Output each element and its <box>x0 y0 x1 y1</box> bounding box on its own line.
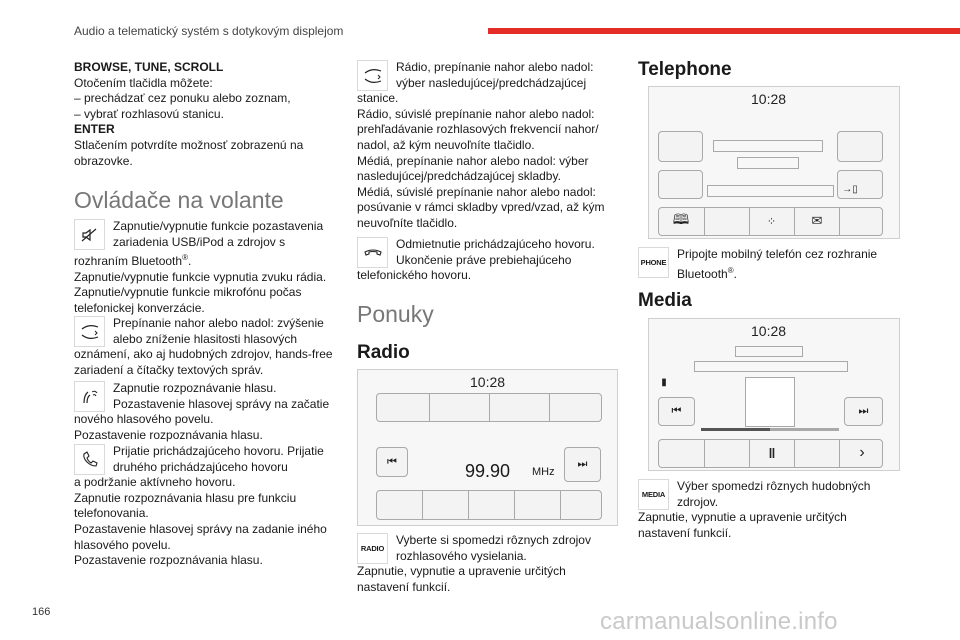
next-icon: ⏭ <box>577 458 588 470</box>
phone-text: Pozastavenie rozpoznávania hlasu. <box>74 553 263 568</box>
next-button <box>564 447 601 482</box>
mute-block <box>74 219 339 317</box>
section-title-menus: Ponuky <box>357 301 434 327</box>
media-previous-button <box>658 397 695 426</box>
phone-transfer-icon: →▯ <box>842 183 858 195</box>
browse-line: – vybrať rozhlasovú stanicu. <box>74 106 224 121</box>
previous-button <box>376 447 408 477</box>
preset-bar-bottom <box>376 490 602 520</box>
phone-tile <box>837 131 883 162</box>
volume-block <box>74 316 339 378</box>
mute-text: Zapnutie/vypnutie funkcie mikrofónu počas telefonickej konverzácie. <box>74 285 302 315</box>
radio-heading: Radio <box>357 342 410 363</box>
chevron-right-icon: › <box>859 444 865 461</box>
mute-text: Zapnutie/vypnutie funkcie pozastavenia zariadenia USB/iPod a zdrojov s <box>113 219 324 249</box>
volume-text: Prepínanie nahor alebo nadol: zvýšenie alebo zníženie hlasitosti hlasových <box>113 316 324 346</box>
phone-desc-block <box>638 247 888 282</box>
voice-text: Zapnutie rozpoznávanie hlasu. Pozastavenie hlasovej správy na začatie <box>113 381 330 411</box>
seek-text: stanice. <box>357 91 399 106</box>
radio-screen-illustration <box>357 369 618 526</box>
radio-desc: Zapnutie, vypnutie a upravenie určitých nastavení funkcií. <box>357 564 566 594</box>
media-heading: Media <box>638 290 692 311</box>
mute-text: rozhraním Bluetooth <box>74 254 183 269</box>
phone-tile <box>658 131 703 162</box>
enter-text: Stlačením potvrdíte možnosť zobrazenú na obrazovke. <box>74 137 304 168</box>
media-bottom-bar <box>658 439 883 468</box>
media-progress-fill <box>701 428 770 431</box>
radio-frequency: 99.90 <box>465 461 511 481</box>
album-art <box>745 377 795 427</box>
voice-block <box>74 381 339 443</box>
phone-text: Pozastavenie hlasovej správy na zadanie iného hlasového povelu. <box>74 521 327 552</box>
phone-line <box>713 140 823 152</box>
radio-clock: 10:28 <box>470 374 506 390</box>
phone-line <box>707 185 834 197</box>
pause-icon: ǁ <box>768 445 776 461</box>
voice-text: Pozastavenie rozpoznávania hlasu. <box>74 427 263 442</box>
previous-icon: ⏮ <box>387 455 397 468</box>
phone-desc: Pripojte mobilný telefón cez rozhranie Bluetooth <box>677 247 878 281</box>
phone-text: a podržanie aktívneho hovoru. <box>74 475 236 490</box>
mute-text: Zapnutie/vypnutie funkcie vypnutia zvuku rádia. <box>74 269 327 284</box>
media-clock: 10:28 <box>751 323 787 339</box>
media-label-icon: MEDIA <box>638 479 669 510</box>
media-desc: Výber spomedzi rôznych hudobných zdrojov. <box>677 479 871 509</box>
telephone-heading: Telephone <box>638 59 732 80</box>
seek-text: Rádio, prepínanie nahor alebo nadol: výber nasledujúcej/predchádzajúcej <box>396 60 594 90</box>
keypad-icon: ⁘ <box>766 215 778 228</box>
telephone-screen-illustration <box>648 86 900 239</box>
seek-text: Rádio, súvislé prepínanie nahor alebo nadol: prehľadávanie rozhlasových frekvencií nahor/ nadol, až kým neuvoľníte tlačidlo. <box>357 106 599 152</box>
phone-block <box>74 444 339 569</box>
browse-title: BROWSE, TUNE, SCROLL <box>74 60 224 74</box>
media-desc-block <box>638 479 888 541</box>
browse-line: Otočením tlačidla môžete: <box>74 75 213 90</box>
seek-text: Médiá, prepínanie nahor alebo nadol: výber nasledujúcej/predchádzajúcej skladby. <box>357 153 589 184</box>
media-next-button <box>844 397 883 426</box>
phone-label-icon: PHONE <box>638 247 669 278</box>
phone-desc: . <box>733 266 737 281</box>
media-screen-illustration <box>648 318 900 471</box>
mute-text: . <box>187 254 192 269</box>
media-line <box>735 346 803 357</box>
phone-line <box>737 157 799 169</box>
browse-line: – prechádzať cez ponuku alebo zoznam, <box>74 91 291 106</box>
reject-block <box>357 237 607 284</box>
phone-bottom-bar <box>658 207 883 236</box>
phone-text: Zapnutie rozpoznávania hlasu pre funkciu telefonovania. <box>74 490 297 521</box>
radio-desc-block <box>357 533 607 595</box>
volume-text: oznámení, ako aj hudobných zdrojov, hands-free zariadení a čítačky textových správ. <box>74 347 333 377</box>
registered-mark: ® <box>727 265 734 275</box>
reject-text: Odmietnutie prichádzajúceho hovoru. Ukončenie práve prebiehajúceho <box>396 237 595 267</box>
radio-desc: Vyberte si spomedzi rôznych zdrojov rozhlasového vysielania. <box>396 533 591 563</box>
book-icon: 🕮 <box>672 211 690 227</box>
seek-block <box>357 60 607 232</box>
reject-text: telefonického hovoru. <box>357 268 472 283</box>
voice-text: nového hlasového povelu. <box>74 412 214 427</box>
radio-label-icon: RADIO <box>357 533 388 564</box>
running-header: Audio a telematický systém s dotykovým displejom <box>74 24 344 38</box>
phone-clock: 10:28 <box>751 91 787 107</box>
preset-bar-top <box>376 393 602 422</box>
media-line <box>694 361 848 372</box>
phone-text: Prijatie prichádzajúceho hovoru. Prijatie druhého prichádzajúceho hovoru <box>113 444 324 474</box>
previous-icon: ⏮ <box>671 405 682 417</box>
enter-title: ENTER <box>74 122 115 137</box>
section-title-steering: Ovládače na volante <box>74 187 284 214</box>
seek-text: Médiá, súvislé prepínanie nahor alebo nadol: posúvanie v rámci skladby vpred/vzad, až kým neuvoľníte tlačidlo. <box>357 184 605 230</box>
registered-mark: ® <box>182 253 188 263</box>
message-icon: ✉ <box>811 213 823 228</box>
radio-frequency-unit: MHz <box>532 466 555 478</box>
device-icon: ▮ <box>661 376 667 388</box>
watermark: carmanualsonline.info <box>600 608 838 635</box>
column-1 <box>74 60 339 214</box>
media-progress-track <box>701 428 839 431</box>
header-accent-bar <box>488 28 960 34</box>
next-icon: ⏭ <box>858 405 869 417</box>
media-desc: Zapnutie, vypnutie a upravenie určitých nastavení funkcií. <box>638 510 847 540</box>
phone-tile <box>658 170 703 199</box>
page-number: 166 <box>32 606 51 618</box>
